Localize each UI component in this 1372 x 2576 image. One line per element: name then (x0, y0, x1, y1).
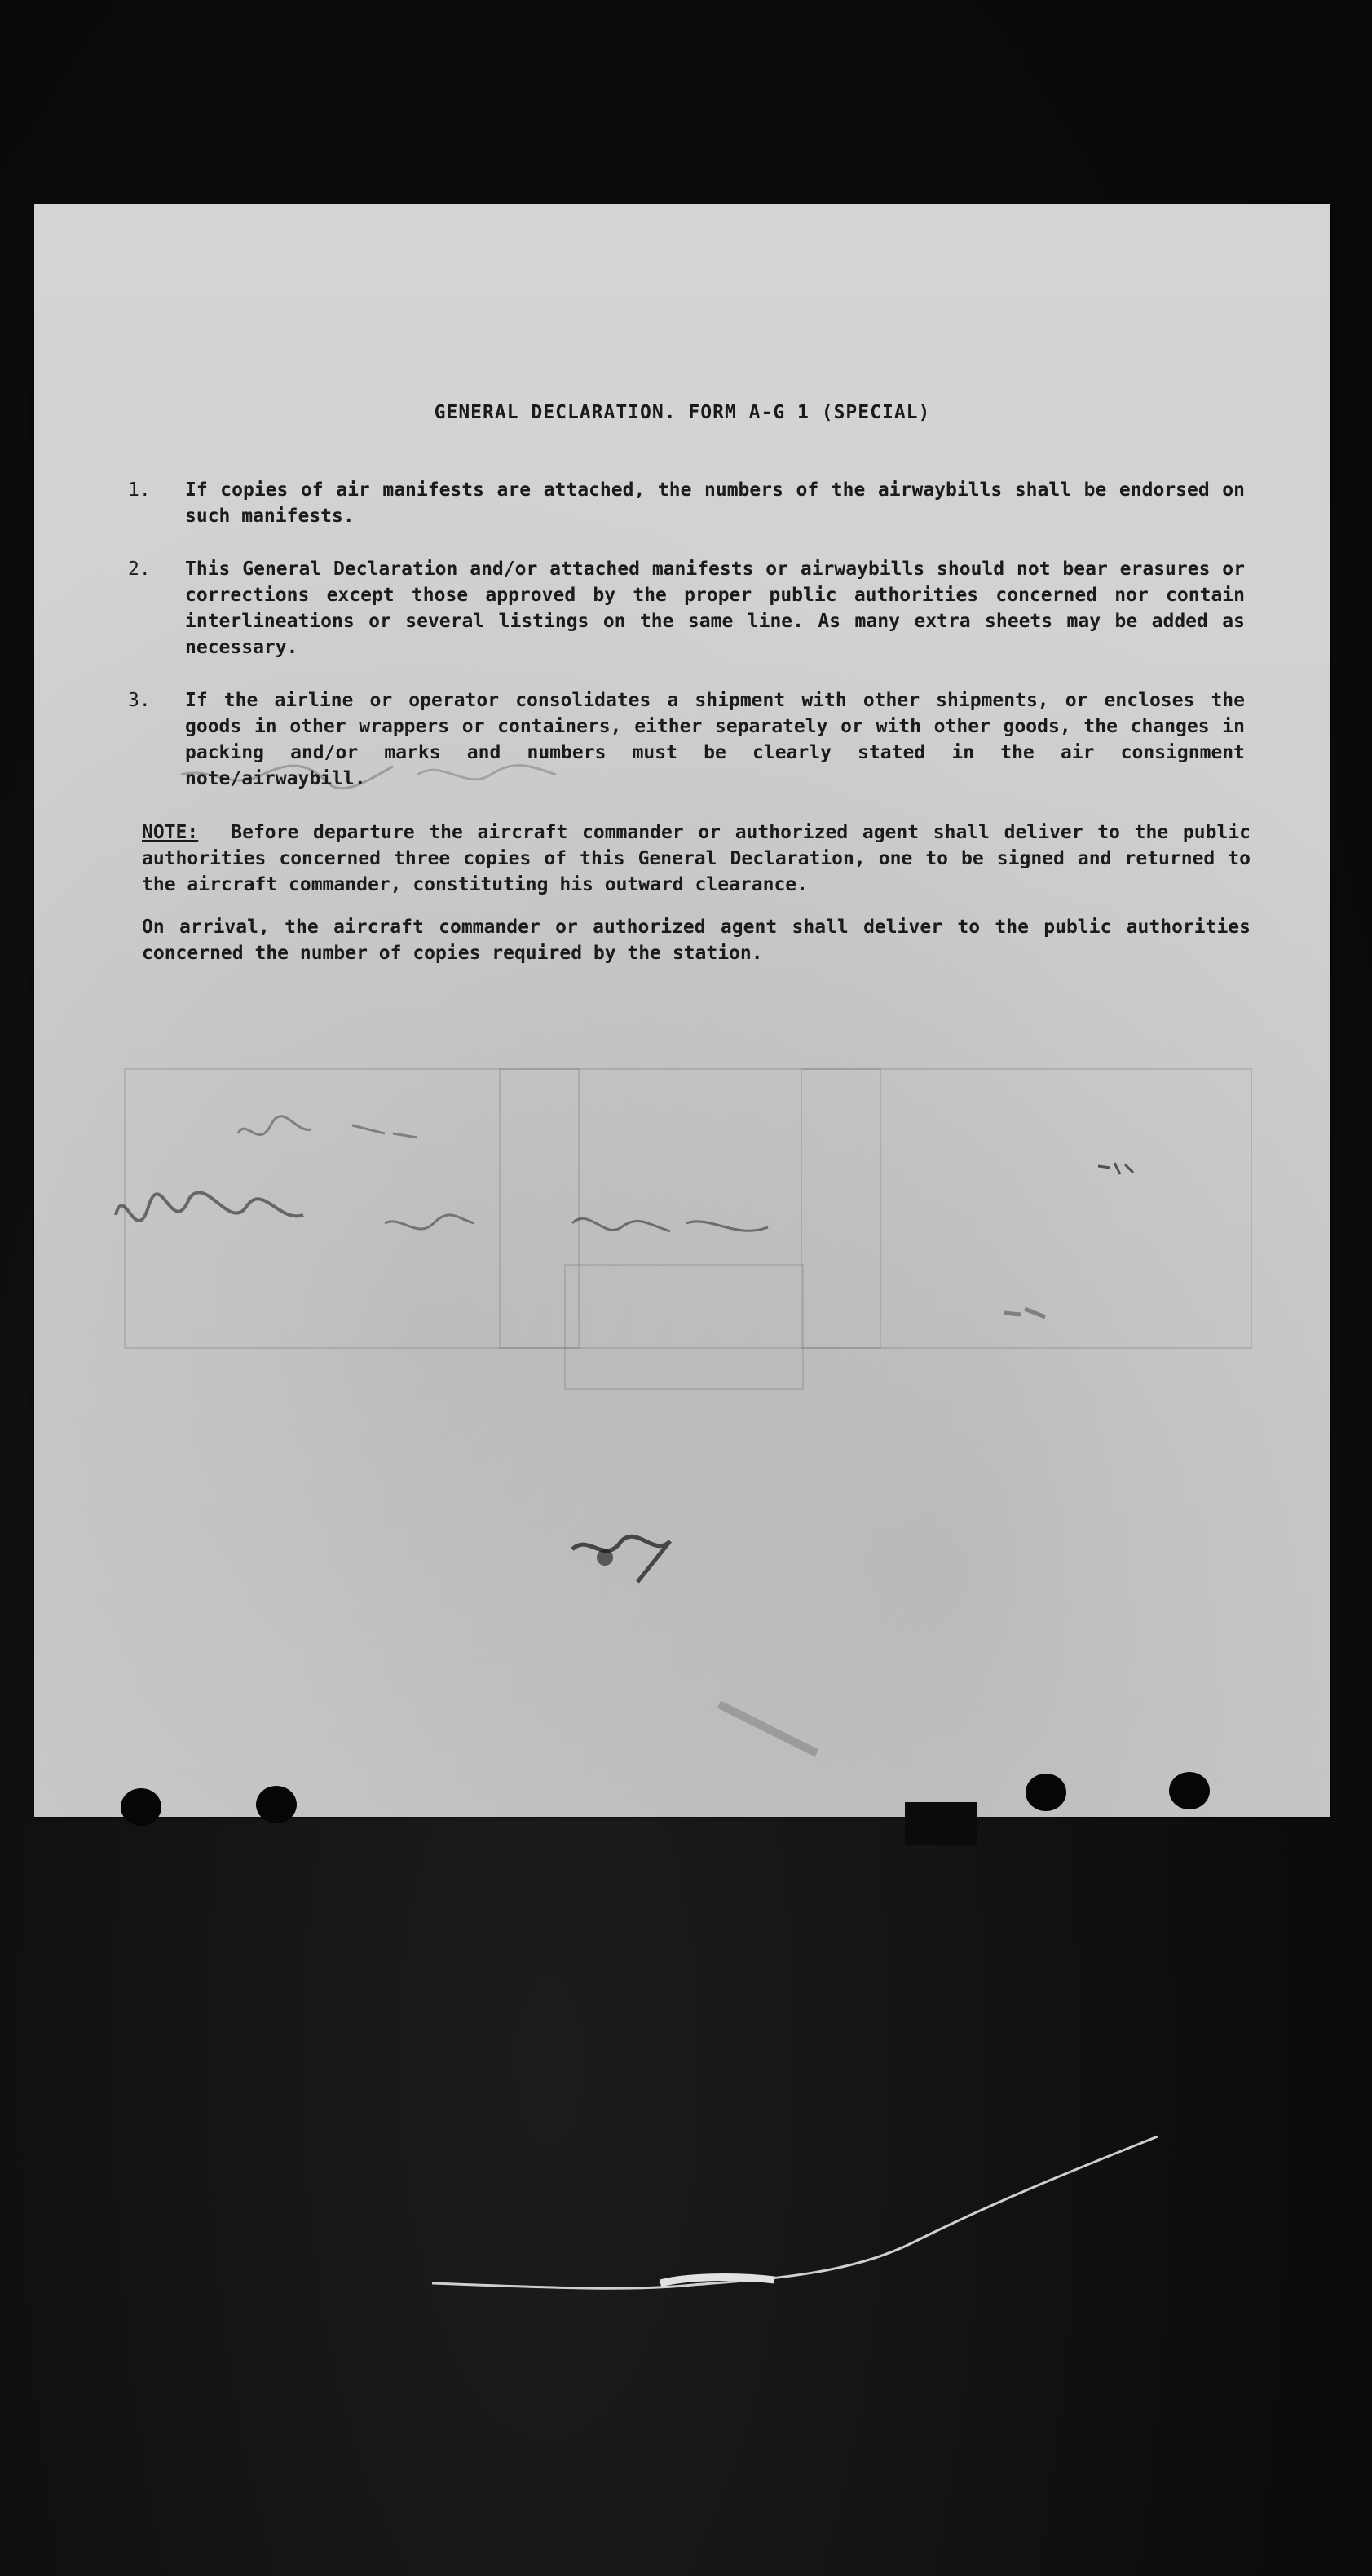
instruction-number: 3. (128, 690, 151, 711)
bleed-through-box (564, 1264, 804, 1390)
instruction-item (128, 556, 1245, 661)
punch-hole (256, 1786, 297, 1823)
handwritten-marks (34, 204, 1330, 1817)
instruction-item (128, 477, 1245, 529)
punch-hole (1026, 1774, 1066, 1811)
instruction-number: 2. (128, 559, 151, 580)
torn-mark (905, 1802, 977, 1845)
note-departure (142, 820, 1251, 898)
instruction-text: If the airline or operator consolidates a shipment with other shipments, or encloses the goods in other wrappers or containers, either separately or with other goods, the changes in packing and/or marks and numbers must be clearly stated in the air consignment note/airwaybill. (185, 690, 1245, 789)
note-arrival: On arrival, the aircraft commander or authorized agent shall deliver to the public authorities concerned the number of copies required by the station. (142, 917, 1251, 964)
instruction-list (128, 477, 1245, 819)
document-page (34, 204, 1330, 1817)
bleed-through-table-column (801, 1068, 881, 1349)
note-text: Before departure the aircraft commander or authorized agent shall deliver to the public authorities concerned three copies of this General Declaration, one to be signed and returned to the aircraft commander, constituting his outward clearance. (142, 822, 1251, 895)
instruction-text: If copies of air manifests are attached, the numbers of the airwaybills shall be endorsed on such manifests. (185, 479, 1245, 527)
document-title: GENERAL DECLARATION. FORM A-G 1 (SPECIAL) (434, 402, 931, 423)
instruction-number: 1. (128, 479, 151, 501)
punch-hole (121, 1788, 161, 1826)
punch-hole (1169, 1772, 1210, 1809)
note-block (142, 820, 1251, 983)
note-label: NOTE: (142, 822, 199, 843)
instruction-item (128, 687, 1245, 792)
instruction-text: This General Declaration and/or attached manifests or airwaybills should not bear erasures or corrections except those approved by the proper public authorities concerned nor contain interlineations or several listings on the same line. As many extra sheets may be added as necessary. (185, 559, 1245, 658)
